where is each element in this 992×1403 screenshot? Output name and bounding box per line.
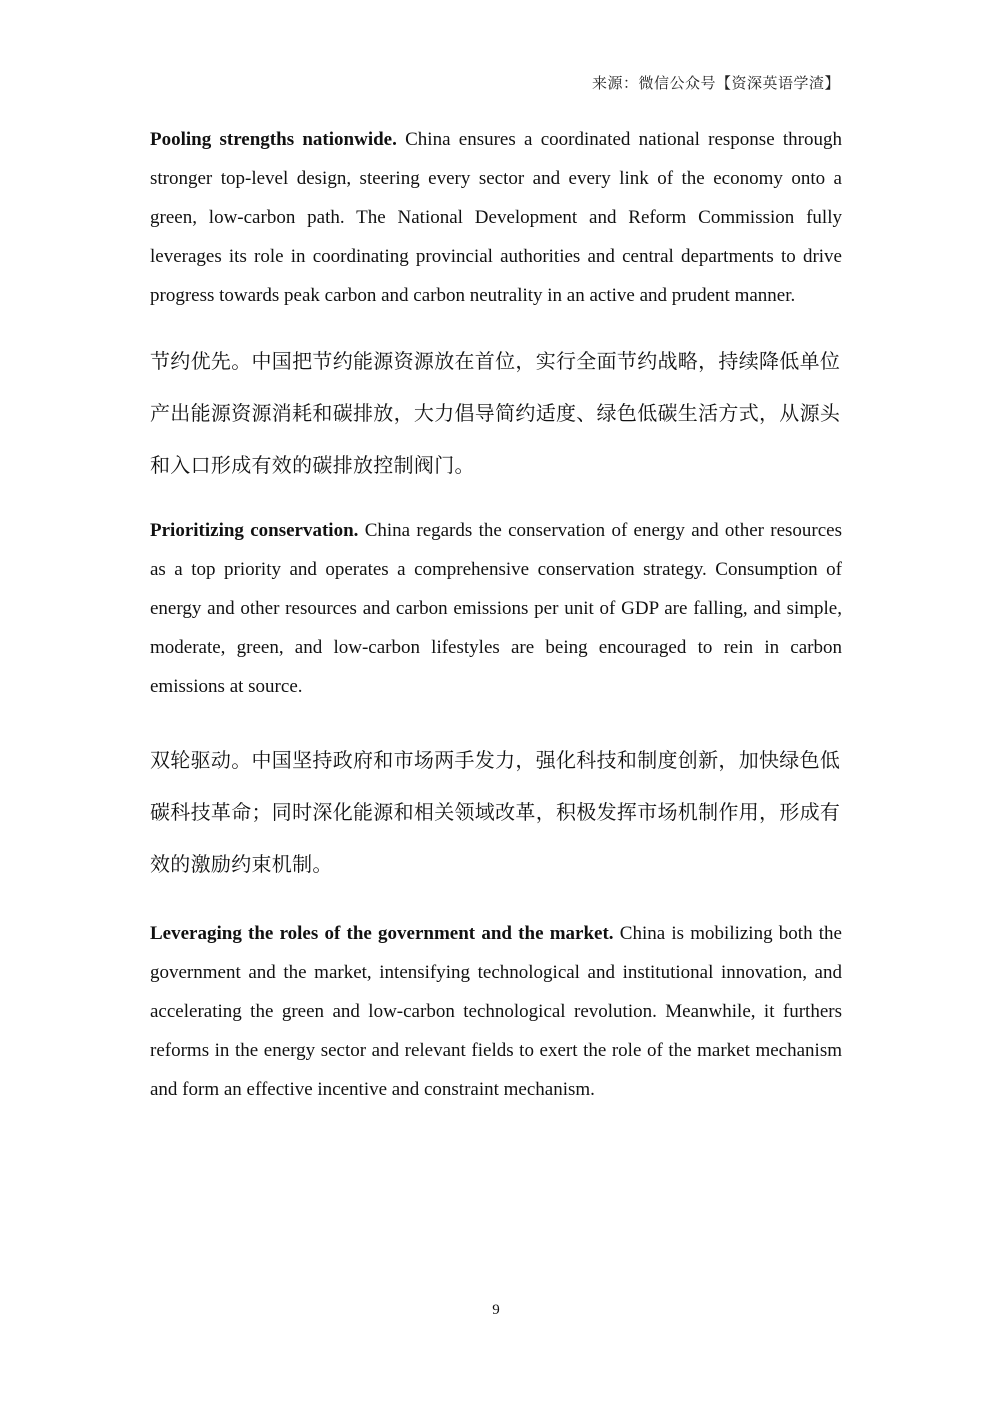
paragraph-zh-conservation: 节约优先。中国把节约能源资源放在首位，实行全面节约战略，持续降低单位产出能源资源消耗和碳排放，大力倡导简约适度、绿色低碳生活方式，从源头和入口形成有效的碳排放控制阀门。 [150,349,841,477]
header-source-note: 来源：微信公众号【资深英语学渣】 [591,74,840,92]
paragraph-lead: Leveraging the roles of the government and the market. [150,923,614,944]
document-body [150,120,842,1109]
paragraph-text: China regards the conservation of energy and other resources as a top priority and operates a comprehensive conservation strategy. Consumption of energy and other resources and carbon emissions per unit of GDP are falling, and simple, moderate, green, and low-carbon lifestyles are being encouraged to rein in carbon emissions at source. [150,520,842,697]
paragraph-en-government-and-market [150,914,842,1109]
paragraph-en-prioritizing-conservation [150,511,842,706]
paragraph-zh-dual-drive: 双轮驱动。中国坚持政府和市场两手发力，强化科技和制度创新，加快绿色低碳科技革命；同时深化能源和相关领域改革，积极发挥市场机制作用，形成有效的激励约束机制。 [150,748,841,876]
paragraph-text: China ensures a coordinated national response through stronger top-level design, steering every sector and every link of the economy onto a green, low-carbon path. The National Development and Reform Commission fully leverages its role in coordinating provincial authorities and central departments to drive progress towards peak carbon and carbon neutrality in an active and prudent manner. [150,129,842,306]
paragraph-text: China is mobilizing both the government and the market, intensifying technological and institutional innovation, and accelerating the green and low-carbon technological revolution. Meanwhile, it furthers reforms in the energy sector and relevant fields to exert the role of the market mechanism and form an effective incentive and constraint mechanism. [150,923,842,1100]
paragraph-lead: Prioritizing conservation. [150,520,359,541]
paragraph-en-pooling-strengths [150,120,842,315]
page-number: 9 [492,1302,500,1318]
paragraph-lead: Pooling strengths nationwide. [150,129,397,150]
